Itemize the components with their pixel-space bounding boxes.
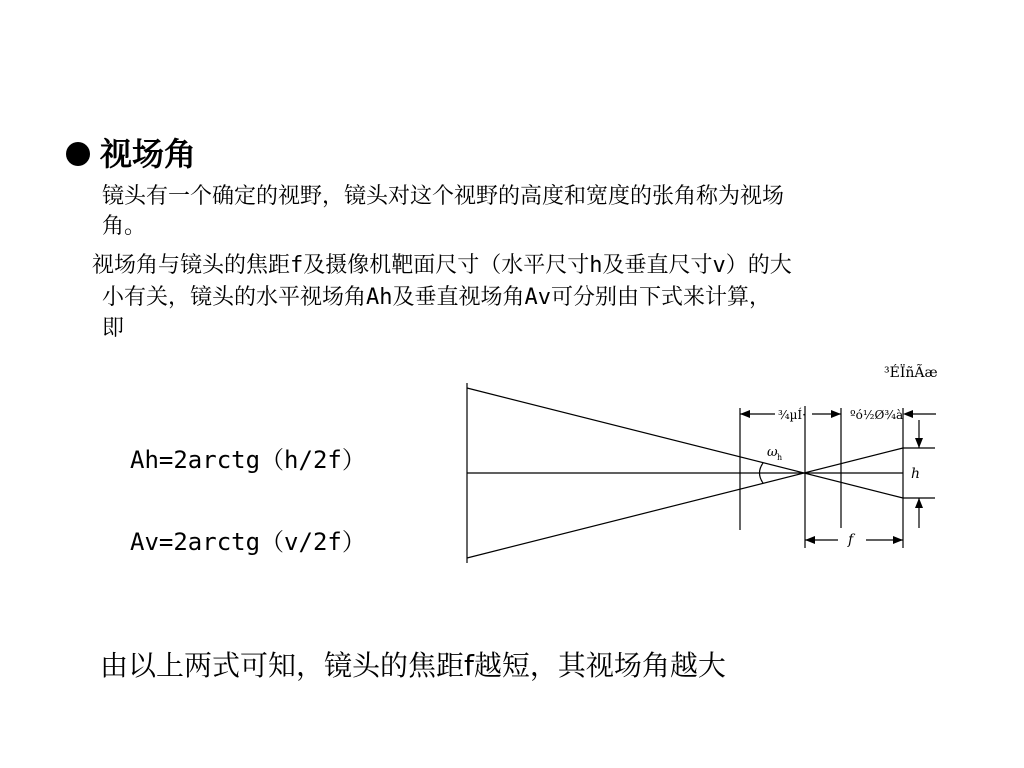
formula-horizontal: Ah=2arctg（h/2f） [130, 446, 366, 474]
ray-lower [467, 448, 903, 558]
arrowhead [805, 536, 815, 544]
conclusion-text: 由以上两式可知，镜头的焦距f越短，其视场角越大 [100, 649, 726, 682]
field-of-view-diagram [460, 360, 950, 570]
image-plane-label: ³ÉÏñÃæ [884, 365, 938, 381]
arrowhead [740, 410, 750, 418]
paragraph-line: 镜头有一个确定的视野，镜头对这个视野的高度和宽度的张角称为视场 [102, 184, 785, 209]
paragraph-line: 即 [102, 316, 125, 341]
arrowhead [903, 410, 913, 418]
omega-label: ω [767, 445, 778, 460]
paragraph-line: 小有关，镜头的水平视场角Ah及垂直视场角Av可分别由下式来计算， [102, 285, 771, 310]
section-heading: 视场角 [100, 135, 197, 173]
formula-vertical: Av=2arctg（v/2f） [130, 528, 366, 556]
back-focus-label: ºó½Ø¾à [850, 408, 904, 422]
h-label: h [911, 466, 921, 482]
ray-upper [467, 388, 903, 498]
lens-label: ¾µÍ· [778, 408, 806, 422]
arrowhead [831, 410, 841, 418]
arrowhead [893, 536, 903, 544]
arrowhead [915, 498, 923, 508]
paragraph-line: 角。 [102, 214, 147, 239]
omega-subscript: h [777, 453, 783, 462]
arrowhead [915, 438, 923, 448]
paragraph-line: 视场角与镜头的焦距f及摄像机靶面尺寸（水平尺寸h及垂直尺寸v）的大 [92, 253, 792, 278]
bullet-dot [66, 142, 90, 166]
f-label: f [848, 532, 854, 548]
